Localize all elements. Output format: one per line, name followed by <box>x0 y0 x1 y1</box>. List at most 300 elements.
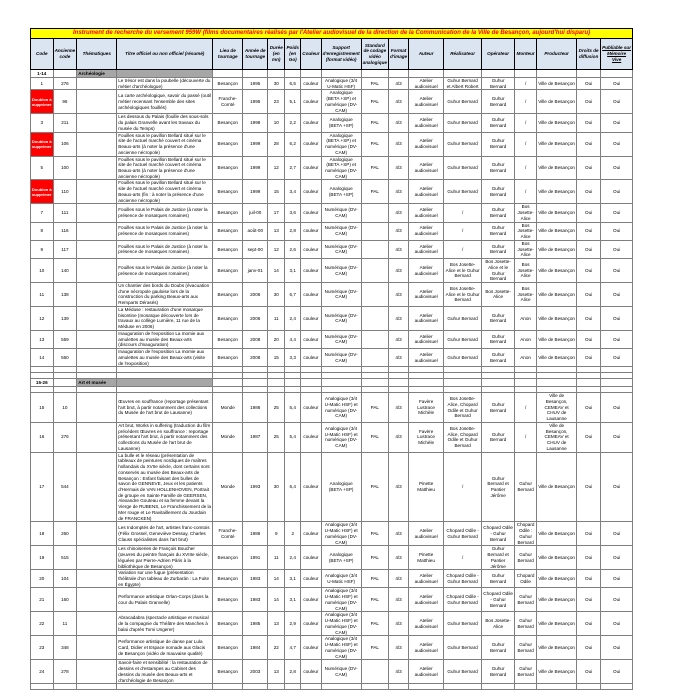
cell-ancienne-code[interactable]: 276 <box>53 78 77 90</box>
cell-publiable-sur-memoire-vive[interactable]: Oui <box>601 349 633 367</box>
cell-empty[interactable] <box>409 379 444 387</box>
cell-ancienne-code[interactable]: 160 <box>53 588 77 612</box>
cell-realisateur[interactable]: Guhur Bernard <box>444 330 482 348</box>
cell-couleur[interactable]: couleur <box>301 222 321 240</box>
cell-red-flag[interactable]: Doublon à supprimer <box>31 180 54 204</box>
cell-code[interactable]: 13 <box>31 330 54 348</box>
column-header-standard-de-codage-video-ana[interactable]: Standard de codage vidéo analogique <box>361 39 388 70</box>
cell-empty[interactable] <box>388 70 408 78</box>
cell-droits-de-diffusion[interactable]: Oui <box>577 132 601 156</box>
cell-producteur[interactable]: Ville de Besançon <box>537 282 577 306</box>
cell-droits-de-diffusion[interactable]: Oui <box>577 259 601 283</box>
cell-duree-en-mn[interactable]: 30 <box>268 78 285 90</box>
cell-annee-de-tournage[interactable]: 1999 <box>243 180 268 204</box>
cell-empty[interactable] <box>444 70 482 78</box>
cell-auteur[interactable]: Atelier audiovisuel <box>409 306 444 330</box>
cell-empty[interactable] <box>388 684 408 690</box>
cell-couleur[interactable]: couleur <box>301 349 321 367</box>
cell-titre-officiel-ou-non-offici[interactable]: Un chantier des bords du Doubs (évacuation d'une nécropole gauloise lors de la construction du parking Beaux-arts aux Remparts Dérasés) <box>117 282 213 306</box>
cell-code[interactable]: 5 <box>31 156 54 180</box>
cell-droits-de-diffusion[interactable]: Oui <box>577 306 601 330</box>
cell-monteur[interactable]: / <box>515 132 537 156</box>
cell-monteur[interactable]: Bos Josette-Alice <box>515 240 537 258</box>
cell-couleur[interactable]: couleur <box>301 636 321 660</box>
cell-empty[interactable] <box>361 70 388 78</box>
cell-support-d-enregistrement-for[interactable]: Numérique (DV-CAM) <box>321 660 361 684</box>
cell-lieu-de-tournage[interactable]: Besançon <box>213 588 243 612</box>
column-header-support-d-enregistrement-for[interactable]: Support d'enregistrement (format vidéo) <box>321 39 361 70</box>
cell-standard-de-codage-video-ana[interactable]: PAL <box>361 132 388 156</box>
cell-couleur[interactable]: couleur <box>301 204 321 222</box>
cell-empty[interactable] <box>285 379 301 387</box>
cell-format-d-image[interactable]: 4/3 <box>388 204 408 222</box>
cell-thematiques[interactable] <box>77 240 117 258</box>
cell-thematiques[interactable] <box>77 570 117 588</box>
cell-titre-officiel-ou-non-offici[interactable]: Fouilles sous le Palais de Justice (à noter la présence de mosaïques romaines) <box>117 240 213 258</box>
cell-standard-de-codage-video-ana[interactable]: PAL <box>361 612 388 636</box>
cell-support-d-enregistrement-for[interactable]: Analogique (BETA +SP) <box>321 114 361 132</box>
cell-realisateur[interactable]: Guhur Bernard <box>444 612 482 636</box>
cell-thematiques[interactable] <box>77 114 117 132</box>
cell-publiable-sur-memoire-vive[interactable]: Oui <box>601 114 633 132</box>
cell-format-d-image[interactable]: 4/3 <box>388 546 408 570</box>
cell-format-d-image[interactable]: 4/3 <box>388 90 408 114</box>
cell-couleur[interactable]: couleur <box>301 660 321 684</box>
cell-ancienne-code[interactable]: 110 <box>53 180 77 204</box>
cell-monteur[interactable]: Anon <box>515 349 537 367</box>
cell-titre-officiel-ou-non-offici[interactable]: Les Indomptés de l'art, artistes franc-comtois (Félix Grossel, Geneviève Dessay, Charles Clauss spécialistes dans l'art brut) <box>117 522 213 546</box>
cell-producteur[interactable]: Ville de Besançon <box>537 132 577 156</box>
cell-empty[interactable] <box>213 684 243 690</box>
cell-publiable-sur-memoire-vive[interactable]: Oui <box>601 546 633 570</box>
cell-monteur[interactable]: Guhur Bernard <box>515 588 537 612</box>
cell-producteur[interactable]: Ville de Besançon <box>537 452 577 522</box>
cell-monteur[interactable]: Guhur Bernard <box>515 636 537 660</box>
cell-annee-de-tournage[interactable]: 1984 <box>243 636 268 660</box>
cell-duree-en-mn[interactable]: 10 <box>268 114 285 132</box>
cell-empty[interactable] <box>243 70 268 78</box>
cell-lieu-de-tournage[interactable]: Besançon <box>213 78 243 90</box>
cell-ancienne-code[interactable]: 348 <box>53 636 77 660</box>
cell-auteur[interactable]: Atelier audiovisuel <box>409 349 444 367</box>
cell-annee-de-tournage[interactable]: 1995 <box>243 90 268 114</box>
cell-empty[interactable] <box>117 684 213 690</box>
cell-droits-de-diffusion[interactable]: Oui <box>577 349 601 367</box>
cell-standard-de-codage-video-ana[interactable] <box>361 240 388 258</box>
cell-monteur[interactable]: Bos Josette-Alice <box>515 204 537 222</box>
cell-auteur[interactable]: Atelier audiovisuel <box>409 522 444 546</box>
cell-lieu-de-tournage[interactable]: Besançon <box>213 612 243 636</box>
cell-auteur[interactable]: Atelier audiovisuel <box>409 180 444 204</box>
cell-poids-en-go[interactable]: 2,8 <box>285 660 301 684</box>
cell-operateur[interactable]: Guhur Bernard <box>482 132 515 156</box>
column-header-publiable-sur-memoire-vive[interactable]: Publiable sur Mémoire Vive <box>601 39 633 70</box>
cell-droits-de-diffusion[interactable]: Oui <box>577 660 601 684</box>
cell-operateur[interactable]: Guhur Bernard <box>482 306 515 330</box>
cell-couleur[interactable]: couleur <box>301 132 321 156</box>
cell-support-d-enregistrement-for[interactable]: Analogique (BETA +SP) <box>321 452 361 522</box>
column-header-code[interactable]: Code <box>31 39 54 70</box>
cell-publiable-sur-memoire-vive[interactable]: Oui <box>601 452 633 522</box>
cell-titre-officiel-ou-non-offici[interactable]: La carte archéologique, savoir du passé (outil métier recensant l'ensemble des sites archéologiques fouillés) <box>117 90 213 114</box>
cell-annee-de-tournage[interactable]: janv-01 <box>243 259 268 283</box>
cell-code[interactable]: 22 <box>31 612 54 636</box>
cell-lieu-de-tournage[interactable]: Besançon <box>213 282 243 306</box>
cell-realisateur[interactable]: Guhur Bernard <box>444 114 482 132</box>
cell-couleur[interactable]: couleur <box>301 522 321 546</box>
cell-empty[interactable] <box>515 379 537 387</box>
cell-producteur[interactable]: Ville de Besançon <box>537 259 577 283</box>
cell-empty[interactable] <box>213 70 243 78</box>
cell-lieu-de-tournage[interactable]: Monde <box>213 452 243 522</box>
cell-producteur[interactable]: Ville de Besançon <box>537 156 577 180</box>
cell-auteur[interactable]: Atelier audiovisuel <box>409 114 444 132</box>
cell-lieu-de-tournage[interactable]: Besançon <box>213 259 243 283</box>
cell-titre-officiel-ou-non-offici[interactable]: Fouilles sous le pavillon Bellard situé sur le site de l'actuel marché couvert et cinéma Beaux-arts (fin : à noter la présence d'une ancienne nécropole) <box>117 180 213 204</box>
cell-annee-de-tournage[interactable]: 1986 <box>243 522 268 546</box>
cell-format-d-image[interactable]: 4/3 <box>388 240 408 258</box>
cell-duree-en-mn[interactable]: 28 <box>268 132 285 156</box>
cell-droits-de-diffusion[interactable]: Oui <box>577 636 601 660</box>
cell-thematiques[interactable] <box>77 78 117 90</box>
cell-standard-de-codage-video-ana[interactable]: PAL <box>361 546 388 570</box>
cell-support-d-enregistrement-for[interactable]: Numérique (DV-CAM) <box>321 204 361 222</box>
column-header-poids-en-go[interactable]: Poids (en Go) <box>285 39 301 70</box>
cell-empty[interactable] <box>77 684 117 690</box>
cell-monteur[interactable]: Bos Josette-Alice <box>515 282 537 306</box>
cell-droits-de-diffusion[interactable]: Oui <box>577 240 601 258</box>
cell-empty[interactable] <box>361 684 388 690</box>
cell-empty[interactable] <box>321 70 361 78</box>
cell-empty[interactable] <box>515 684 537 690</box>
cell-ancienne-code[interactable]: 111 <box>53 204 77 222</box>
cell-operateur[interactable]: Guhur Bernard <box>482 114 515 132</box>
cell-publiable-sur-memoire-vive[interactable]: Oui <box>601 78 633 90</box>
cell-format-d-image[interactable]: 4/3 <box>388 452 408 522</box>
cell-poids-en-go[interactable]: 2,4 <box>285 546 301 570</box>
cell-realisateur[interactable]: Guhur Bernard <box>444 306 482 330</box>
cell-code[interactable]: 23 <box>31 636 54 660</box>
cell-poids-en-go[interactable]: 6,7 <box>285 282 301 306</box>
cell-producteur[interactable]: Ville de Besançon <box>537 306 577 330</box>
cell-droits-de-diffusion[interactable]: Oui <box>577 546 601 570</box>
cell-support-d-enregistrement-for[interactable]: Numérique (DV-CAM) <box>321 240 361 258</box>
cell-droits-de-diffusion[interactable]: Oui <box>577 90 601 114</box>
cell-operateur[interactable]: Chopard Odile - Guhur Bernard <box>482 588 515 612</box>
cell-annee-de-tournage[interactable]: 2003 <box>243 660 268 684</box>
cell-duree-en-mn[interactable]: 25 <box>268 393 285 423</box>
cell-code[interactable]: 9 <box>31 240 54 258</box>
cell-monteur[interactable]: Guhur Bernard <box>515 452 537 522</box>
column-header-annee-de-tournage[interactable]: Année de tournage <box>243 39 268 70</box>
cell-ancienne-code[interactable]: 96 <box>53 90 77 114</box>
cell-annee-de-tournage[interactable]: 1986 <box>243 393 268 423</box>
cell-duree-en-mn[interactable]: 22 <box>268 636 285 660</box>
cell-support-d-enregistrement-for[interactable]: Analogique (BETA +SP) et numérique (DV-CAM) <box>321 90 361 114</box>
cell-duree-en-mn[interactable]: 14 <box>268 588 285 612</box>
cell-duree-en-mn[interactable]: 20 <box>268 330 285 348</box>
cell-droits-de-diffusion[interactable]: Oui <box>577 282 601 306</box>
cell-publiable-sur-memoire-vive[interactable]: Oui <box>601 132 633 156</box>
column-header-auteur[interactable]: Auteur <box>409 39 444 70</box>
cell-monteur[interactable]: Guhur Bernard <box>515 660 537 684</box>
cell-code[interactable]: 24 <box>31 660 54 684</box>
cell-standard-de-codage-video-ana[interactable] <box>361 282 388 306</box>
cell-annee-de-tournage[interactable]: 1993 <box>243 452 268 522</box>
column-header-producteur[interactable]: Producteur <box>537 39 577 70</box>
cell-realisateur[interactable]: Bos Josette-Alice, Chopard Odile et Guhur Bernard <box>444 393 482 423</box>
cell-operateur[interactable]: Guhur Bernard <box>482 204 515 222</box>
cell-titre-officiel-ou-non-offici[interactable]: Fouilles sous le pavillon Bellard situé sur le site de l'actuel marché couvert et cinéma Beaux-arts (à noter la présence d'une ancienne nécropole) <box>117 156 213 180</box>
cell-format-d-image[interactable]: 4/3 <box>388 570 408 588</box>
cell-titre-officiel-ou-non-offici[interactable]: Les chinoiseries de François Boucher (œuvres du peintre français du XVIIIe siècle, léguées par Pierre-Adrien Pâris à la bibliothèque de Besançon) <box>117 546 213 570</box>
cell-publiable-sur-memoire-vive[interactable]: Oui <box>601 156 633 180</box>
cell-support-d-enregistrement-for[interactable]: Numérique (DV-CAM) <box>321 259 361 283</box>
cell-publiable-sur-memoire-vive[interactable]: Oui <box>601 222 633 240</box>
cell-lieu-de-tournage[interactable]: Besançon <box>213 180 243 204</box>
cell-thematiques[interactable] <box>77 330 117 348</box>
cell-duree-en-mn[interactable]: 23 <box>268 90 285 114</box>
cell-support-d-enregistrement-for[interactable]: Numérique (DV-CAM) <box>321 306 361 330</box>
cell-publiable-sur-memoire-vive[interactable]: Oui <box>601 306 633 330</box>
cell-ancienne-code[interactable]: 138 <box>53 282 77 306</box>
cell-format-d-image[interactable]: 4/3 <box>388 612 408 636</box>
cell-realisateur[interactable]: / <box>444 546 482 570</box>
cell-duree-en-mn[interactable]: 13 <box>268 612 285 636</box>
cell-droits-de-diffusion[interactable]: Oui <box>577 452 601 522</box>
cell-thematiques[interactable] <box>77 349 117 367</box>
cell-titre-officiel-ou-non-offici[interactable]: Abracadabra (spectacle artistique et musical de la compagnie du Théâtre des Manches à balai d'après Tomi Ungerer) <box>117 612 213 636</box>
cell-duree-en-mn[interactable]: 14 <box>268 259 285 283</box>
cell-operateur[interactable]: Guhur Bernard <box>482 660 515 684</box>
cell-producteur[interactable]: Ville de Besançon <box>537 636 577 660</box>
cell-duree-en-mn[interactable]: 11 <box>268 546 285 570</box>
cell-standard-de-codage-video-ana[interactable]: PAL <box>361 452 388 522</box>
cell-producteur[interactable]: Ville de Besançon <box>537 90 577 114</box>
cell-thematiques[interactable] <box>77 156 117 180</box>
cell-thematiques[interactable] <box>77 546 117 570</box>
cell-standard-de-codage-video-ana[interactable]: PAL <box>361 156 388 180</box>
cell-ancienne-code[interactable]: 106 <box>53 132 77 156</box>
cell-support-d-enregistrement-for[interactable]: Analogique (3/4 U-Matic HSF) et numérique (DV-CAM) <box>321 612 361 636</box>
cell-realisateur[interactable]: Guhur Bernard <box>444 349 482 367</box>
cell-couleur[interactable]: couleur <box>301 90 321 114</box>
cell-monteur[interactable]: Chopard Odile : Guhur Bernard <box>515 522 537 546</box>
cell-lieu-de-tournage[interactable]: Franche-Comté <box>213 522 243 546</box>
cell-red-flag[interactable]: Doublon à supprimer <box>31 132 54 156</box>
cell-thematiques[interactable] <box>77 180 117 204</box>
cell-producteur[interactable]: Ville de Besançon <box>537 570 577 588</box>
cell-lieu-de-tournage[interactable]: Monde <box>213 393 243 423</box>
cell-poids-en-go[interactable]: 2,6 <box>285 240 301 258</box>
cell-empty[interactable] <box>577 684 601 690</box>
cell-droits-de-diffusion[interactable]: Oui <box>577 180 601 204</box>
cell-lieu-de-tournage[interactable]: Besançon <box>213 660 243 684</box>
cell-empty[interactable] <box>361 379 388 387</box>
cell-publiable-sur-memoire-vive[interactable]: Oui <box>601 570 633 588</box>
cell-couleur[interactable]: couleur <box>301 588 321 612</box>
cell-auteur[interactable]: Favère Lustrace Michèle <box>409 393 444 423</box>
cell-titre-officiel-ou-non-offici[interactable]: Art brut, Works in suffering (traduction du film précédent Œuvres en souffrance : reportage présentant l'art brut, à partir notamment des collections du Musée de l'art brut de Lausanne) <box>117 422 213 452</box>
cell-empty[interactable] <box>444 379 482 387</box>
column-header-droits-de-diffusion[interactable]: Droits de diffusion <box>577 39 601 70</box>
cell-poids-en-go[interactable]: 4,7 <box>285 636 301 660</box>
cell-empty[interactable] <box>117 379 213 387</box>
cell-monteur[interactable]: Bos Josette-Alice <box>515 259 537 283</box>
cell-ancienne-code[interactable]: 559 <box>53 330 77 348</box>
cell-realisateur[interactable]: / <box>444 222 482 240</box>
cell-lieu-de-tournage[interactable]: Besançon <box>213 306 243 330</box>
cell-duree-en-mn[interactable]: 9 <box>268 522 285 546</box>
cell-droits-de-diffusion[interactable]: Oui <box>577 393 601 423</box>
cell-empty[interactable] <box>537 379 577 387</box>
cell-ancienne-code[interactable]: 116 <box>53 222 77 240</box>
cell-realisateur[interactable]: Guhur Bernard <box>444 132 482 156</box>
cell-monteur[interactable]: Anon <box>515 330 537 348</box>
cell-empty[interactable] <box>321 379 361 387</box>
cell-operateur[interactable]: Guhur Bernard <box>482 636 515 660</box>
cell-droits-de-diffusion[interactable]: Oui <box>577 204 601 222</box>
cell-operateur[interactable]: Guhur Bernard <box>482 222 515 240</box>
cell-droits-de-diffusion[interactable]: Oui <box>577 612 601 636</box>
cell-standard-de-codage-video-ana[interactable] <box>361 660 388 684</box>
cell-format-d-image[interactable]: 4/3 <box>388 132 408 156</box>
cell-operateur[interactable]: Guhur Bernard <box>482 330 515 348</box>
cell-standard-de-codage-video-ana[interactable]: PAL <box>361 522 388 546</box>
cell-monteur[interactable]: / <box>515 393 537 423</box>
cell-code[interactable]: 7 <box>31 204 54 222</box>
cell-empty[interactable] <box>577 70 601 78</box>
cell-couleur[interactable]: couleur <box>301 393 321 423</box>
cell-lieu-de-tournage[interactable]: Besançon <box>213 546 243 570</box>
cell-annee-de-tournage[interactable]: 1983 <box>243 570 268 588</box>
cell-standard-de-codage-video-ana[interactable]: PAL <box>361 422 388 452</box>
cell-empty[interactable] <box>409 70 444 78</box>
cell-empty[interactable] <box>601 70 633 78</box>
cell-poids-en-go[interactable]: 2 <box>285 522 301 546</box>
cell-code[interactable]: 16 <box>31 422 54 452</box>
cell-producteur[interactable]: Ville de Besançon, CEMEAV et CHUV de Lausanne <box>537 393 577 423</box>
cell-annee-de-tournage[interactable]: 1999 <box>243 132 268 156</box>
cell-format-d-image[interactable]: 4/3 <box>388 588 408 612</box>
cell-empty[interactable] <box>482 70 515 78</box>
cell-ancienne-code[interactable]: 278 <box>53 660 77 684</box>
cell-producteur[interactable]: Ville de Besançon <box>537 522 577 546</box>
cell-droits-de-diffusion[interactable]: Oui <box>577 422 601 452</box>
cell-realisateur[interactable]: Bos Josette-Alice et le Guhur Bernard <box>444 282 482 306</box>
cell-monteur[interactable]: / <box>515 114 537 132</box>
cell-ancienne-code[interactable]: 139 <box>53 306 77 330</box>
cell-auteur[interactable]: Atelier audiovisuel <box>409 132 444 156</box>
cell-code[interactable]: 10 <box>31 259 54 283</box>
cell-publiable-sur-memoire-vive[interactable]: Oui <box>601 522 633 546</box>
cell-standard-de-codage-video-ana[interactable]: PAL <box>361 90 388 114</box>
cell-code[interactable]: 8 <box>31 222 54 240</box>
cell-couleur[interactable]: couleur <box>301 180 321 204</box>
cell-auteur[interactable]: Atelier audiovisuel <box>409 636 444 660</box>
cell-couleur[interactable]: couleur <box>301 259 321 283</box>
cell-thematiques[interactable] <box>77 612 117 636</box>
cell-monteur[interactable]: Anon <box>515 306 537 330</box>
cell-support-d-enregistrement-for[interactable]: Analogique (BETA +SP) et numérique (DV-CAM) <box>321 156 361 180</box>
cell-support-d-enregistrement-for[interactable]: Numérique (DV-CAM) <box>321 282 361 306</box>
cell-realisateur[interactable]: Bos Josette-Alice, Chopard Odile et Guhur Bernard <box>444 422 482 452</box>
cell-couleur[interactable]: couleur <box>301 546 321 570</box>
cell-poids-en-go[interactable]: 3,1 <box>285 588 301 612</box>
cell-standard-de-codage-video-ana[interactable]: PAL <box>361 588 388 612</box>
cell-droits-de-diffusion[interactable]: Oui <box>577 588 601 612</box>
cell-format-d-image[interactable]: 4/3 <box>388 306 408 330</box>
cell-auteur[interactable]: Atelier audiovisuel <box>409 660 444 684</box>
cell-code[interactable]: 21 <box>31 588 54 612</box>
cell-droits-de-diffusion[interactable]: Oui <box>577 222 601 240</box>
cell-poids-en-go[interactable]: 3,1 <box>285 570 301 588</box>
cell-titre-officiel-ou-non-offici[interactable]: La Méduse : restauration d'une mosaïque bisontine (mosaïque découverte lors de travaux au collège Lumière, 11 rue de la Méduse en 2006) <box>117 306 213 330</box>
cell-standard-de-codage-video-ana[interactable] <box>361 349 388 367</box>
cell-publiable-sur-memoire-vive[interactable]: Oui <box>601 330 633 348</box>
cell-monteur[interactable]: Guhur Bernard <box>515 612 537 636</box>
cell-annee-de-tournage[interactable]: 2008 <box>243 330 268 348</box>
cell-format-d-image[interactable]: 4/3 <box>388 660 408 684</box>
column-header-realisateur[interactable]: Réalisateur <box>444 39 482 70</box>
cell-operateur[interactable]: Guhur Bernard <box>482 422 515 452</box>
cell-publiable-sur-memoire-vive[interactable]: Oui <box>601 282 633 306</box>
cell-producteur[interactable]: Ville de Besançon <box>537 612 577 636</box>
column-header-thematiques[interactable]: Thématiques <box>77 39 117 70</box>
cell-format-d-image[interactable]: 4/3 <box>388 330 408 348</box>
cell-publiable-sur-memoire-vive[interactable]: Oui <box>601 660 633 684</box>
cell-poids-en-go[interactable]: 5,1 <box>285 90 301 114</box>
cell-operateur[interactable]: Guhur Bernard et Pantier Jérôme <box>482 452 515 522</box>
cell-standard-de-codage-video-ana[interactable]: PAL <box>361 393 388 423</box>
cell-ancienne-code[interactable]: 104 <box>53 570 77 588</box>
section-code-range[interactable]: 15-26 <box>31 379 54 387</box>
cell-thematiques[interactable] <box>77 222 117 240</box>
cell-format-d-image[interactable]: 4/3 <box>388 259 408 283</box>
cell-monteur[interactable]: Guhur Bernard <box>515 546 537 570</box>
cell-realisateur[interactable]: Guhur Bernard <box>444 90 482 114</box>
cell-format-d-image[interactable]: 4/3 <box>388 393 408 423</box>
cell-lieu-de-tournage[interactable]: Besançon <box>213 222 243 240</box>
cell-auteur[interactable]: Atelier audiovisuel <box>409 240 444 258</box>
cell-standard-de-codage-video-ana[interactable]: PAL <box>361 114 388 132</box>
cell-format-d-image[interactable]: 4/3 <box>388 156 408 180</box>
cell-lieu-de-tournage[interactable]: Besançon <box>213 636 243 660</box>
cell-poids-en-go[interactable]: 5,4 <box>285 422 301 452</box>
cell-publiable-sur-memoire-vive[interactable]: Oui <box>601 588 633 612</box>
section-code-range[interactable]: 1-14 <box>31 70 54 78</box>
cell-couleur[interactable]: couleur <box>301 156 321 180</box>
cell-monteur[interactable]: / <box>515 78 537 90</box>
cell-publiable-sur-memoire-vive[interactable]: Oui <box>601 393 633 423</box>
cell-titre-officiel-ou-non-offici[interactable]: Variation sur une fugue (présentation théâtrale d'un tableau de Zurbarán : La Fuite en Égypte) <box>117 570 213 588</box>
cell-titre-officiel-ou-non-offici[interactable]: Fouilles sous le pavillon Bellard situé sur le site de l'actuel marché couvert et cinéma Beaux-arts (à noter la présence d'une ancienne nécropole) <box>117 132 213 156</box>
cell-poids-en-go[interactable]: 3,6 <box>285 204 301 222</box>
cell-thematiques[interactable] <box>77 90 117 114</box>
cell-auteur[interactable]: Favère Lustrace Michèle <box>409 422 444 452</box>
cell-realisateur[interactable]: Guhur Bernard et Albert Robert <box>444 78 482 90</box>
cell-realisateur[interactable]: Chopard Odile - Guhur Bernard <box>444 522 482 546</box>
cell-empty[interactable] <box>243 379 268 387</box>
cell-duree-en-mn[interactable]: 13 <box>268 660 285 684</box>
column-header-lieu-de-tournage[interactable]: Lieu de tournage <box>213 39 243 70</box>
cell-auteur[interactable]: Atelier audiovisuel <box>409 570 444 588</box>
cell-duree-en-mn[interactable]: 15 <box>268 180 285 204</box>
cell-format-d-image[interactable]: 4/3 <box>388 422 408 452</box>
cell-realisateur[interactable]: Chopard Odile - Guhur Bernard <box>444 570 482 588</box>
cell-empty[interactable] <box>482 379 515 387</box>
cell-auteur[interactable]: Atelier audiovisuel <box>409 588 444 612</box>
